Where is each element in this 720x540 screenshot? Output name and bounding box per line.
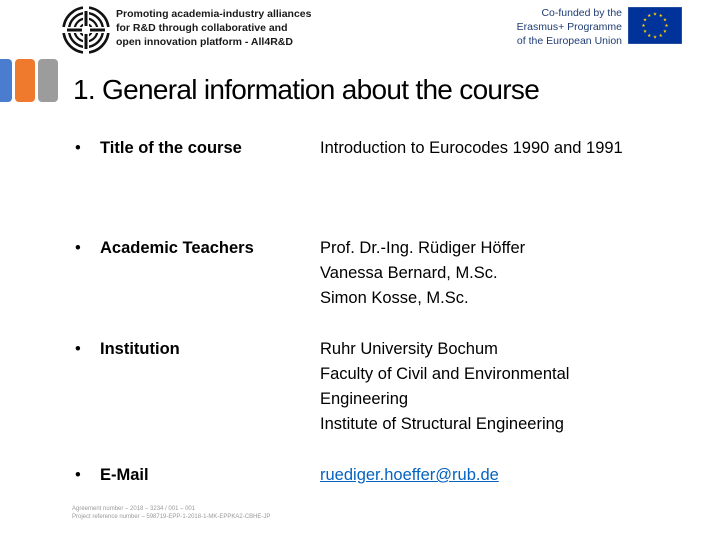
row-values xyxy=(320,236,525,311)
row-values xyxy=(320,136,623,161)
row-values xyxy=(320,463,499,488)
bullet: • xyxy=(75,239,81,257)
row-value: Ruhr University Bochum xyxy=(320,340,498,358)
row-value: Vanessa Bernard, M.Sc. xyxy=(320,264,498,282)
bullet: • xyxy=(75,139,81,157)
project-tagline-line: open innovation platform - All4R&D xyxy=(116,36,293,48)
eu-cofunding-line: of the European Union xyxy=(516,35,622,47)
row-values xyxy=(320,337,569,437)
slide-title: 1. General information about the course xyxy=(73,74,540,105)
eu-cofunding-text xyxy=(500,6,622,48)
row-value: Simon Kosse, M.Sc. xyxy=(320,289,469,307)
row-value: Engineering xyxy=(320,390,409,408)
eu-flag-icon xyxy=(628,7,682,44)
row-label: Academic Teachers xyxy=(100,239,254,257)
project-tagline-line: for R&D through collaborative and xyxy=(116,22,288,34)
row-value: Prof. Dr.-Ing. Rüdiger Höffer xyxy=(320,239,526,257)
agreement-number: Agreement number – 2018 – 3234 / 001 – 001 xyxy=(72,506,196,512)
email-link[interactable]: ruediger.hoeffer@rub.de xyxy=(320,466,499,484)
row-label: Institution xyxy=(100,340,180,358)
row-value: Faculty of Civil and Environmental xyxy=(320,365,570,383)
bullet: • xyxy=(75,466,81,484)
row-label: E-Mail xyxy=(100,466,149,484)
gray-block xyxy=(38,59,58,102)
footer-references xyxy=(72,505,270,521)
eu-cofunding-line: Erasmus+ Programme xyxy=(516,21,622,33)
row-label: Title of the course xyxy=(100,139,242,157)
project-tagline xyxy=(116,7,336,49)
orange-block xyxy=(15,59,35,102)
project-reference: Project reference number – 598719-EPP-1-2018-1-MK-EPPKA2-CBHE-JP xyxy=(72,514,271,520)
eu-cofunding-line: Co-funded by the xyxy=(541,7,622,19)
row-value: Introduction to Eurocodes 1990 and 1991 xyxy=(320,139,623,157)
project-tagline-line: Promoting academia-industry alliances xyxy=(116,8,312,20)
blue-block xyxy=(0,59,12,102)
bullet: • xyxy=(75,340,81,358)
row-value: Institute of Structural Engineering xyxy=(320,415,564,433)
all4rd-logo-icon xyxy=(62,6,110,54)
